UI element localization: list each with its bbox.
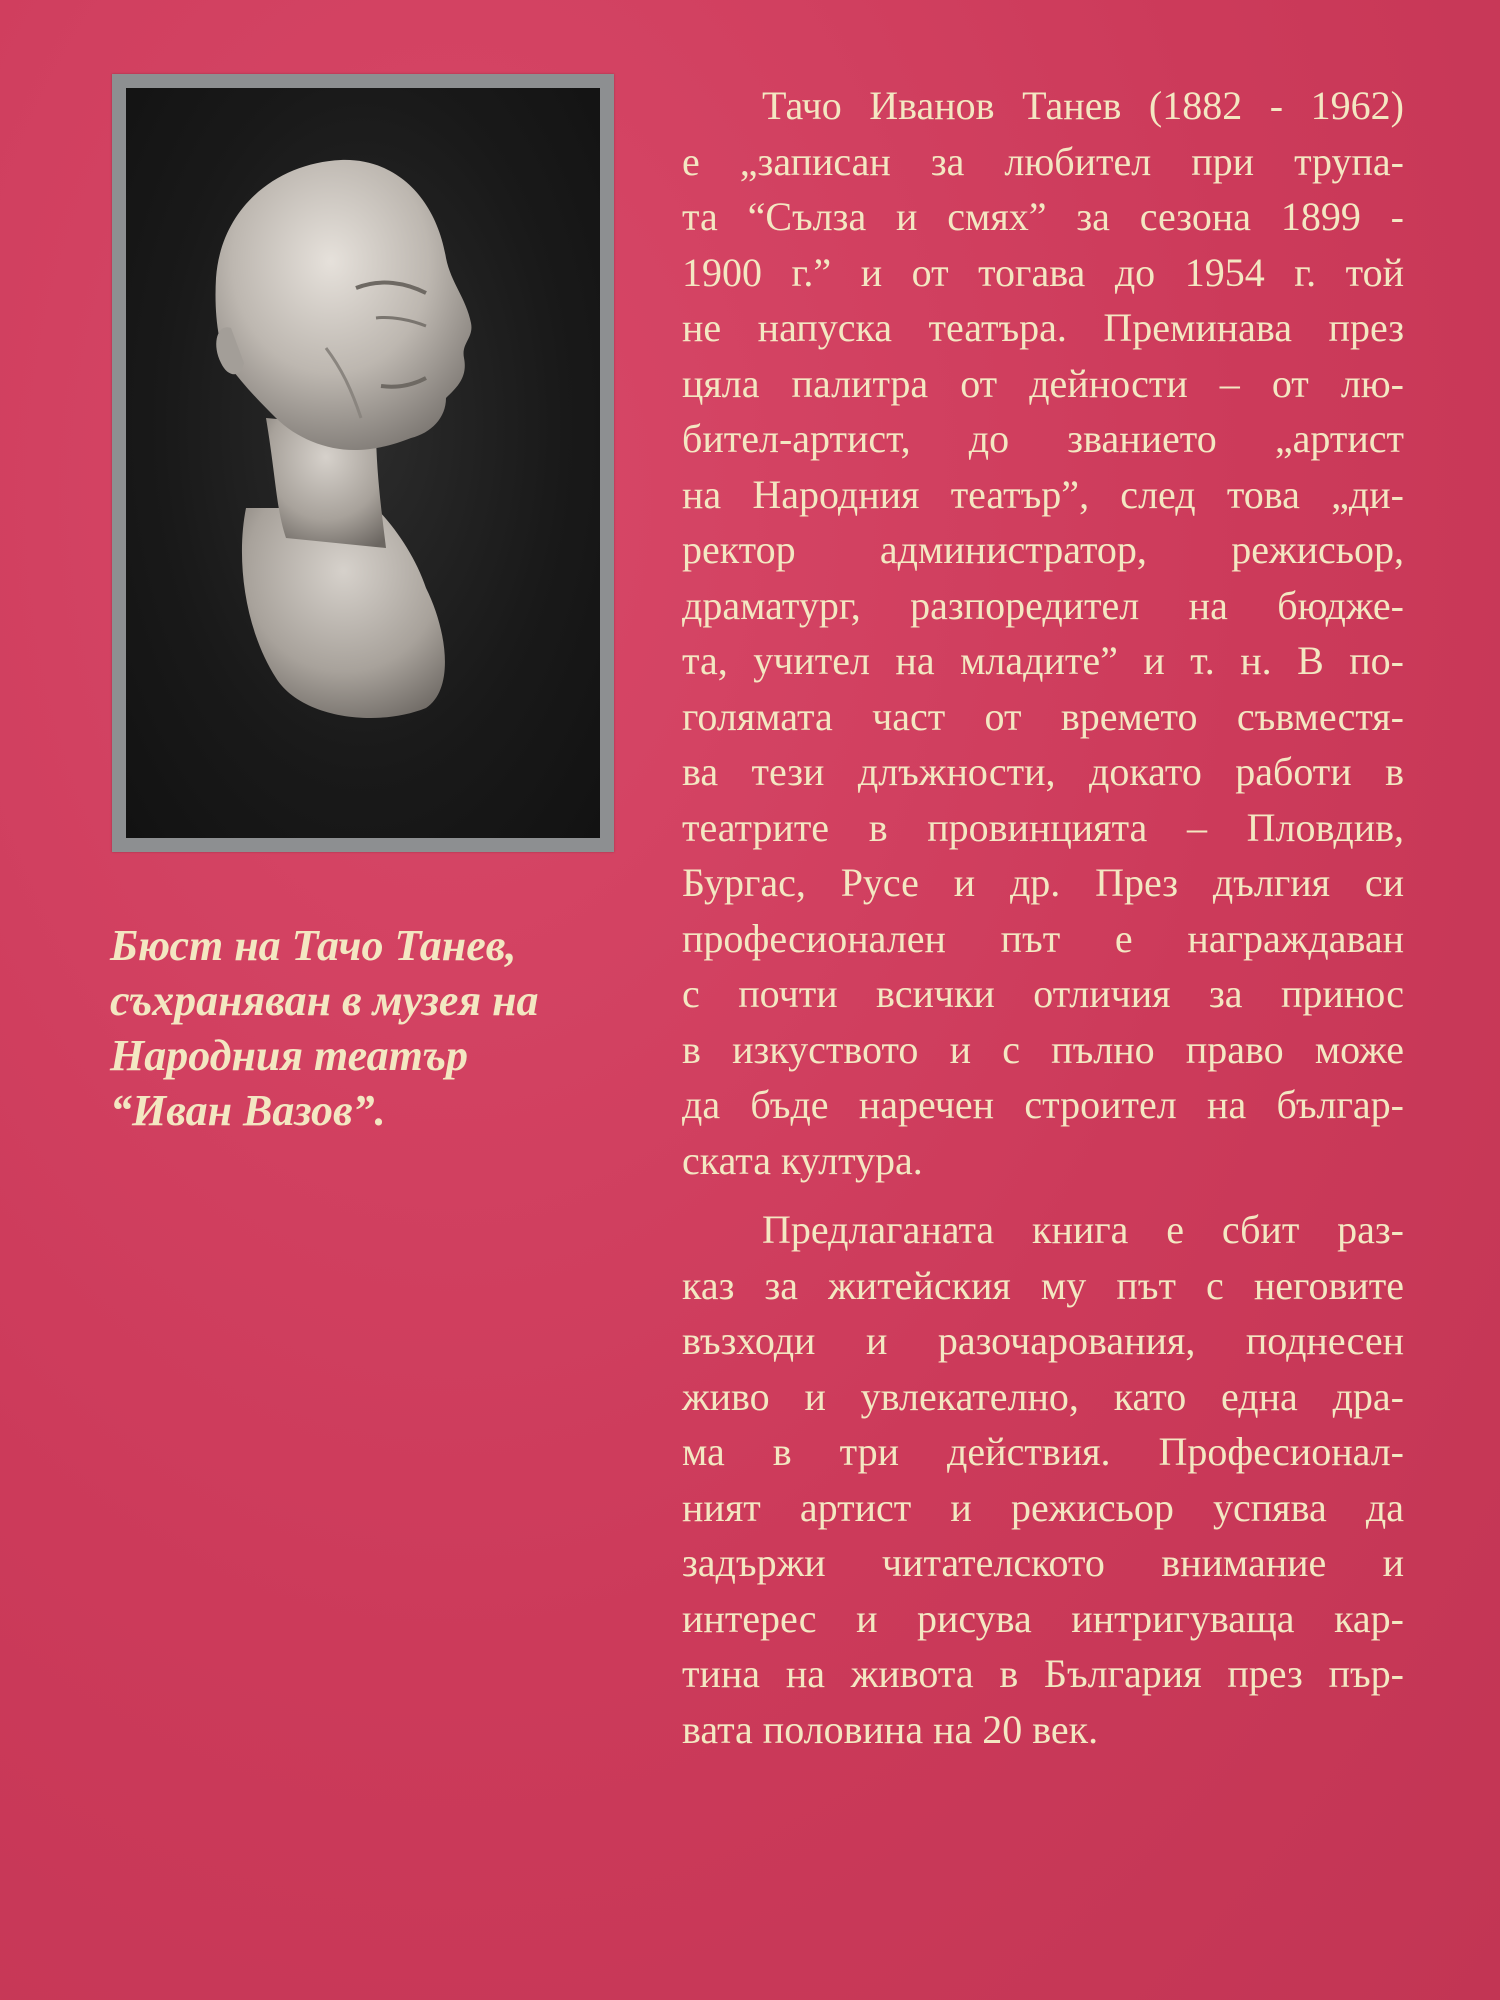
text-line: Предлаганата книга е сбит раз- — [762, 1207, 1404, 1252]
text-line: театрите в провинцията – Пловдив, — [682, 804, 1404, 850]
text-line: професионален път е награждаван — [682, 915, 1404, 961]
text-line: вата половина на 20 век. — [682, 1706, 1099, 1752]
text-line: ма в три действия. Професионал- — [682, 1429, 1404, 1474]
text-line: та, учител на младите” и т. н. В по- — [682, 638, 1404, 683]
text-line: цяла палитра от дейности – от лю- — [682, 360, 1404, 406]
text-line: Бургас, Русе и др. През дългия си — [682, 860, 1404, 905]
text-line: бител-артист, до званието „артист — [682, 416, 1404, 461]
text-line: голямата част от времето съвместя- — [682, 693, 1404, 739]
photo-frame — [112, 74, 614, 852]
text-line: каз за житейския му път с неговите — [682, 1262, 1404, 1308]
text-line: драматург, разпоредител на бюдже- — [682, 582, 1404, 628]
text-line: на Народния театър”, след това „ди- — [682, 471, 1404, 517]
text-line: та “Сълза и смях” за сезона 1899 - — [682, 194, 1404, 239]
text-line: в изкуството и с пълно право може — [682, 1026, 1404, 1072]
bust-sculpture-image — [126, 88, 600, 838]
text-line: възходи и разочарования, поднесен — [682, 1318, 1404, 1363]
caption-line: Бюст на Тачо Танев, — [110, 921, 517, 970]
bust-photo — [126, 88, 600, 838]
caption-line: съхраняван в музея на — [110, 976, 539, 1025]
text-line: ската култура. — [682, 1137, 923, 1183]
photo-caption — [110, 918, 630, 1138]
text-line: интерес и рисува интригуваща кар- — [682, 1595, 1404, 1641]
text-line: ва тези длъжности, докато работи в — [682, 749, 1404, 794]
text-line: ният артист и режисьор успява да — [682, 1484, 1404, 1530]
text-line: тина на живота в България през пър- — [682, 1651, 1404, 1696]
text-line: ректор администратор, режисьор, — [682, 527, 1404, 572]
caption-line: Народния театър — [110, 1031, 469, 1080]
paragraph-book-summary — [682, 1202, 1404, 1757]
body-text-column — [682, 78, 1404, 1757]
caption-line: “Иван Вазов”. — [110, 1086, 386, 1135]
text-line: Тачо Иванов Танев (1882 - 1962) — [762, 83, 1404, 128]
text-line: 1900 г.” и от тогава до 1954 г. той — [682, 249, 1404, 295]
text-line: задържи читателското внимание и — [682, 1540, 1404, 1585]
paragraph-biography — [682, 78, 1404, 1188]
text-line: да бъде наречен строител на българ- — [682, 1082, 1404, 1127]
text-line: живо и увлекателно, като една дра- — [682, 1373, 1404, 1419]
text-line: с почти всички отличия за принос — [682, 971, 1404, 1016]
text-line: не напуска театъра. Преминава през — [682, 305, 1404, 350]
text-line: е „записан за любител при трупа- — [682, 138, 1404, 184]
